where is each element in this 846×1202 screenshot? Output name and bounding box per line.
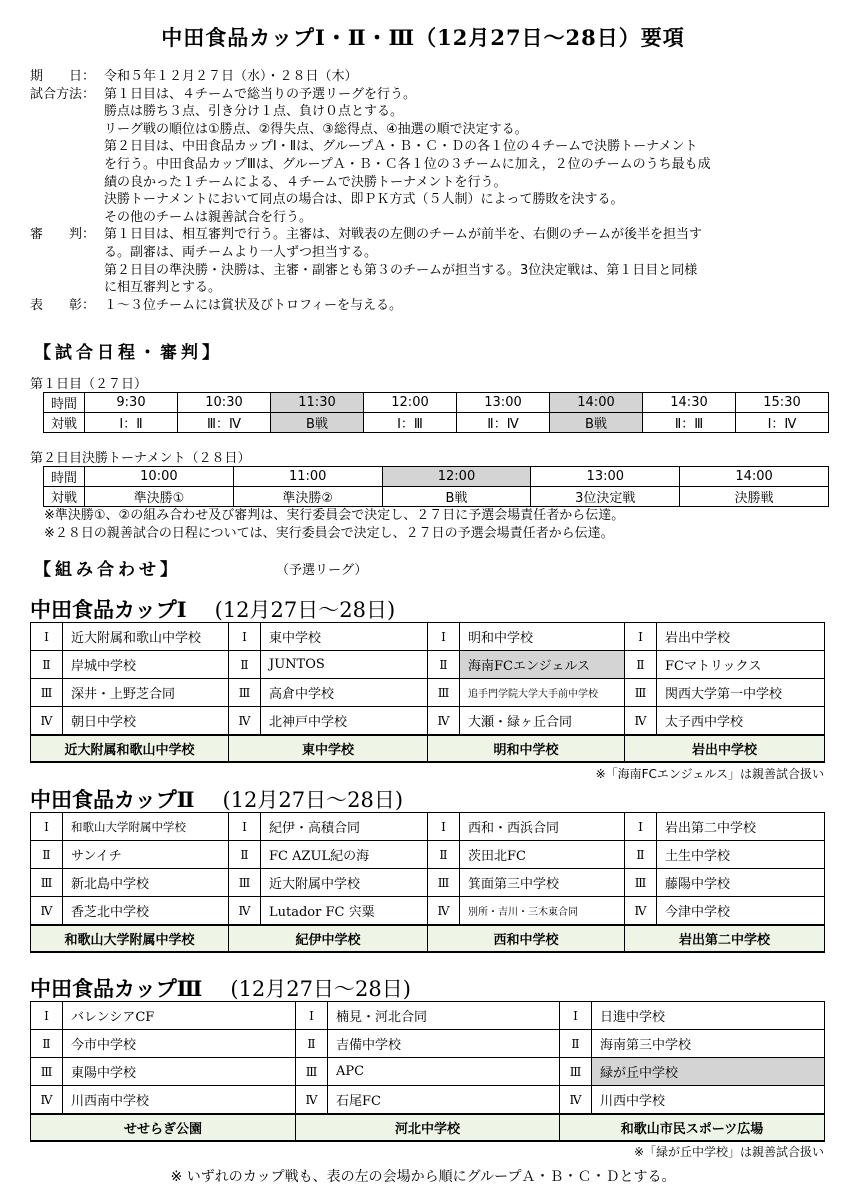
info-label: 期 日： [30, 69, 96, 84]
schedule-note: ※準決勝①、②の組み合わせ及び審判は、実行委員会で決定し、２７日に予選会場責任者から伝達。 [44, 508, 625, 523]
info-line: 令和５年１２月２７日（水）・２８日（木） [104, 69, 358, 84]
rank-label: Ⅰ [229, 623, 261, 651]
row-header: 時間 [44, 467, 85, 487]
rank-label: Ⅱ [31, 841, 63, 869]
venue-cell: 和歌山大学附属中学校 [31, 925, 229, 952]
team-cell: 岸城中学校 [63, 651, 229, 679]
rank-label: Ⅱ [625, 651, 657, 679]
rank-label: Ⅰ [625, 623, 657, 651]
table-row [31, 813, 825, 841]
match-cell: B戦 [271, 413, 364, 433]
pairing-subheading: （予選リーグ） [276, 563, 368, 578]
team-cell: 高倉中学校 [261, 679, 428, 707]
rank-label: Ⅰ [296, 1002, 328, 1030]
rank-label: Ⅲ [625, 679, 657, 707]
final-note: ※ いずれのカップ戦も、表の左の会場から順にグループＡ・Ｂ・Ｃ・Ｄとする。 [170, 1169, 676, 1185]
info-line: 第２日目の準決勝・決勝は、主審・副審とも第３のチームが担当する。3位決定戦は、第１日目と同様 [104, 262, 698, 278]
cup3-groups-table [30, 1001, 825, 1142]
rank-label: Ⅲ [229, 869, 261, 897]
cup3-note: ※「緑が丘中学校」は親善試合扱い [633, 1145, 824, 1159]
cup3-title [30, 973, 411, 1003]
venue-cell: 明和中学校 [428, 735, 625, 762]
info-line: リーグ戦の順位は①勝点、②得失点、③総得点、④抽選の順で決定する。 [104, 121, 528, 137]
cup-name: 中田食品カップⅠ [30, 597, 187, 622]
rank-label: Ⅲ [31, 679, 63, 707]
info-line: る。副審は、両チームより一人ずつ担当する。 [104, 244, 378, 260]
rank-label: Ⅳ [428, 707, 460, 736]
info-line: 勝点は勝ち３点、引き分け１点、負け０点とする。 [104, 104, 404, 120]
day1-schedule-table [43, 392, 829, 433]
schedule-heading: 【試合日程・審判】 [34, 343, 223, 363]
team-cell: 紀伊・高積合同 [261, 813, 428, 841]
team-cell: 明和中学校 [460, 623, 625, 651]
venue-row [31, 735, 825, 762]
team-cell: 日進中学校 [592, 1002, 825, 1030]
team-cell: 箕面第三中学校 [460, 869, 625, 897]
info-line: 績の良かった１チームによる、４チームで決勝トーナメントを行う。 [104, 174, 507, 190]
table-row [31, 1030, 825, 1058]
team-cell: JUNTOS [261, 651, 428, 679]
match-cell: Ⅰ：Ⅱ [85, 413, 178, 433]
rank-label: Ⅱ [229, 841, 261, 869]
venue-cell: 岩出第二中学校 [625, 925, 825, 952]
page-title: 中田食品カップⅠ・Ⅱ・Ⅲ（12月27日～28日）要項 [161, 25, 685, 50]
time-row [44, 467, 829, 487]
rank-label: Ⅰ [428, 813, 460, 841]
overview [30, 68, 830, 314]
venue-cell: 西和中学校 [428, 925, 625, 952]
team-cell: 西和・西浜合同 [460, 813, 625, 841]
rank-label: Ⅲ [625, 869, 657, 897]
rank-label: Ⅱ [296, 1030, 328, 1058]
time-cell: 11:00 [233, 467, 382, 487]
table-row [31, 651, 825, 679]
row-header: 対戦 [44, 487, 85, 507]
match-cell: Ⅰ：Ⅳ [736, 413, 829, 433]
match-cell: 準決勝② [233, 487, 382, 507]
venue-cell: 紀伊中学校 [229, 925, 428, 952]
team-cell: 新北島中学校 [63, 869, 229, 897]
table-row [31, 1002, 825, 1030]
cup-dates: (12月27日～28日) [214, 598, 396, 622]
team-cell: 岩出第二中学校 [657, 813, 825, 841]
match-cell: Ⅱ：Ⅲ [643, 413, 736, 433]
info-line: １～３位チームには賞状及びトロフィーを与える。 [104, 297, 402, 313]
info-dates [30, 68, 830, 86]
match-cell: Ⅰ：Ⅲ [364, 413, 457, 433]
match-cell: 準決勝① [85, 487, 234, 507]
rank-label: Ⅲ [560, 1058, 592, 1086]
team-cell: 緑が丘中学校 [592, 1058, 825, 1086]
info-line: に相互審判とする。 [104, 280, 222, 296]
time-cell: 13:00 [457, 393, 550, 413]
team-cell: 太子西中学校 [657, 707, 825, 736]
match-cell: Ⅱ：Ⅳ [457, 413, 550, 433]
rank-label: Ⅰ [625, 813, 657, 841]
rank-label: Ⅱ [31, 651, 63, 679]
rank-label: Ⅱ [229, 651, 261, 679]
venue-cell: 近大附属和歌山中学校 [31, 735, 229, 762]
team-cell: 近大附属和歌山中学校 [63, 623, 229, 651]
venue-cell: せせらぎ公園 [31, 1114, 296, 1141]
cup2-groups-table [30, 812, 825, 953]
team-cell: FCマトリックス [657, 651, 825, 679]
cup-dates: (12月27日～28日) [222, 788, 404, 812]
day2-schedule-table [43, 466, 829, 507]
team-cell: 東陽中学校 [63, 1058, 296, 1086]
rank-label: Ⅳ [31, 1086, 63, 1115]
info-line: 第１日目は、４チームで総当りの予選リーグを行う。 [104, 86, 417, 102]
rank-label: Ⅰ [31, 623, 63, 651]
team-cell: 別所・吉川・三木東合同 [460, 897, 625, 926]
team-cell: FC AZUL紀の海 [261, 841, 428, 869]
time-cell: 11:30 [271, 393, 364, 413]
cup-name: 中田食品カップⅡ [30, 787, 195, 812]
info-line: 第１日目は、相互審判で行う。主審は、対戦表の左側のチームが前半を、右側のチームが後半を担当す [104, 227, 703, 243]
team-cell: 土生中学校 [657, 841, 825, 869]
time-cell: 10:00 [85, 467, 234, 487]
info-method [30, 86, 830, 227]
rank-label: Ⅰ [560, 1002, 592, 1030]
info-label: 審 判： [30, 227, 96, 243]
row-header: 時間 [44, 393, 85, 413]
match-cell: Ⅲ：Ⅳ [178, 413, 271, 433]
rank-label: Ⅱ [625, 841, 657, 869]
rank-label: Ⅳ [296, 1086, 328, 1115]
match-cell: 決勝戦 [680, 487, 829, 507]
time-cell: 10:30 [178, 393, 271, 413]
info-award [30, 297, 830, 315]
rank-label: Ⅳ [625, 897, 657, 926]
team-cell: 石尾FC [328, 1086, 560, 1115]
info-line: を行う。中田食品カップⅢは、グループＡ・Ｂ・Ｃ各１位の３チームに加え，２位のチームのうち最も成 [104, 156, 711, 172]
team-cell: 香芝北中学校 [63, 897, 229, 926]
team-cell: 近大附属中学校 [261, 869, 428, 897]
match-cell: B戦 [382, 487, 531, 507]
venue-cell: 東中学校 [229, 735, 428, 762]
table-row [31, 707, 825, 736]
team-cell: 川西中学校 [592, 1086, 825, 1115]
time-cell: 14:00 [680, 467, 829, 487]
match-cell: 3位決定戦 [531, 487, 680, 507]
venue-cell: 和歌山市民スポーツ広場 [560, 1114, 825, 1141]
row-header: 対戦 [44, 413, 85, 433]
team-cell: 和歌山大学附属中学校 [63, 813, 229, 841]
time-row [44, 393, 829, 413]
rank-label: Ⅳ [229, 897, 261, 926]
table-row [31, 623, 825, 651]
team-cell: 大瀬・緑ヶ丘合同 [460, 707, 625, 736]
team-cell: APC [328, 1058, 560, 1086]
cup1-note: ※「海南FCエンジェルス」は親善試合扱い [595, 767, 824, 781]
rank-label: Ⅲ [229, 679, 261, 707]
rank-label: Ⅲ [296, 1058, 328, 1086]
team-cell: 茨田北FC [460, 841, 625, 869]
team-cell: 関西大学第一中学校 [657, 679, 825, 707]
match-row [44, 413, 829, 433]
info-line: その他のチームは親善試合を行う。 [104, 209, 313, 225]
time-cell: 14:00 [550, 393, 643, 413]
team-cell: 今市中学校 [63, 1030, 296, 1058]
schedule-note: ※２８日の親善試合の日程については、実行委員会で決定し、２７日の予選会場責任者から伝達。 [44, 526, 614, 541]
cup1-groups-table [30, 622, 825, 763]
pairing-heading: 【組み合わせ】 [34, 560, 181, 580]
rank-label: Ⅳ [229, 707, 261, 736]
table-row [31, 1058, 825, 1086]
cup2-title [30, 784, 403, 814]
venue-cell: 河北中学校 [296, 1114, 560, 1141]
info-label: 試合方法： [30, 86, 96, 102]
info-line: 第２日目は、中田食品カップⅠ・Ⅱは、グループＡ・Ｂ・Ｃ・Ｄの各１位の４チームで決勝トーナメント [104, 139, 698, 155]
team-cell: 朝日中学校 [63, 707, 229, 736]
match-cell: B戦 [550, 413, 643, 433]
team-cell: 今津中学校 [657, 897, 825, 926]
venue-row [31, 925, 825, 952]
team-cell: サンイチ [63, 841, 229, 869]
rank-label: Ⅱ [428, 841, 460, 869]
rank-label: Ⅱ [428, 651, 460, 679]
rank-label: Ⅰ [428, 623, 460, 651]
rank-label: Ⅲ [31, 869, 63, 897]
table-row [31, 841, 825, 869]
rank-label: Ⅰ [31, 813, 63, 841]
team-cell: バレンシアCF [63, 1002, 296, 1030]
rank-label: Ⅳ [428, 897, 460, 926]
team-cell: 深井・上野芝合同 [63, 679, 229, 707]
time-cell: 15:30 [736, 393, 829, 413]
cup-name: 中田食品カップⅢ [30, 976, 203, 1001]
time-cell: 13:00 [531, 467, 680, 487]
time-cell: 12:00 [364, 393, 457, 413]
rank-label: Ⅱ [560, 1030, 592, 1058]
team-cell: 追手門学院大学大手前中学校 [460, 679, 625, 707]
rank-label: Ⅳ [31, 707, 63, 736]
team-cell: 吉備中学校 [328, 1030, 560, 1058]
time-cell: 12:00 [382, 467, 531, 487]
team-cell: 海南FCエンジェルス [460, 651, 625, 679]
team-cell: Lutador FC 宍粟 [261, 897, 428, 926]
table-row [31, 869, 825, 897]
team-cell: 海南第三中学校 [592, 1030, 825, 1058]
rank-label: Ⅳ [31, 897, 63, 926]
venue-cell: 岩出中学校 [625, 735, 825, 762]
rank-label: Ⅲ [428, 679, 460, 707]
table-row [31, 897, 825, 926]
info-line: 決勝トーナメントにおいて同点の場合は、即ＰＫ方式（５人制）によって勝敗を決する。 [104, 192, 624, 208]
day1-label: 第１日目（２７日） [30, 377, 148, 392]
info-referee [30, 226, 830, 296]
cup1-title [30, 594, 395, 624]
rank-label: Ⅳ [625, 707, 657, 736]
team-cell: 川西南中学校 [63, 1086, 296, 1115]
rank-label: Ⅲ [31, 1058, 63, 1086]
table-row [31, 679, 825, 707]
team-cell: 岩出中学校 [657, 623, 825, 651]
info-label: 表 彰： [30, 297, 96, 313]
rank-label: Ⅰ [229, 813, 261, 841]
team-cell: 楠見・河北合同 [328, 1002, 560, 1030]
team-cell: 東中学校 [261, 623, 428, 651]
team-cell: 北神戸中学校 [261, 707, 428, 736]
time-cell: 9:30 [85, 393, 178, 413]
rank-label: Ⅰ [31, 1002, 63, 1030]
rank-label: Ⅳ [560, 1086, 592, 1115]
rank-label: Ⅲ [428, 869, 460, 897]
rank-label: Ⅱ [31, 1030, 63, 1058]
venue-row [31, 1114, 825, 1141]
day2-label: 第２日目決勝トーナメント（２８日） [30, 451, 251, 466]
time-cell: 14:30 [643, 393, 736, 413]
table-row [31, 1086, 825, 1115]
cup-dates: (12月27日～28日) [230, 977, 411, 1001]
team-cell: 藤陽中学校 [657, 869, 825, 897]
